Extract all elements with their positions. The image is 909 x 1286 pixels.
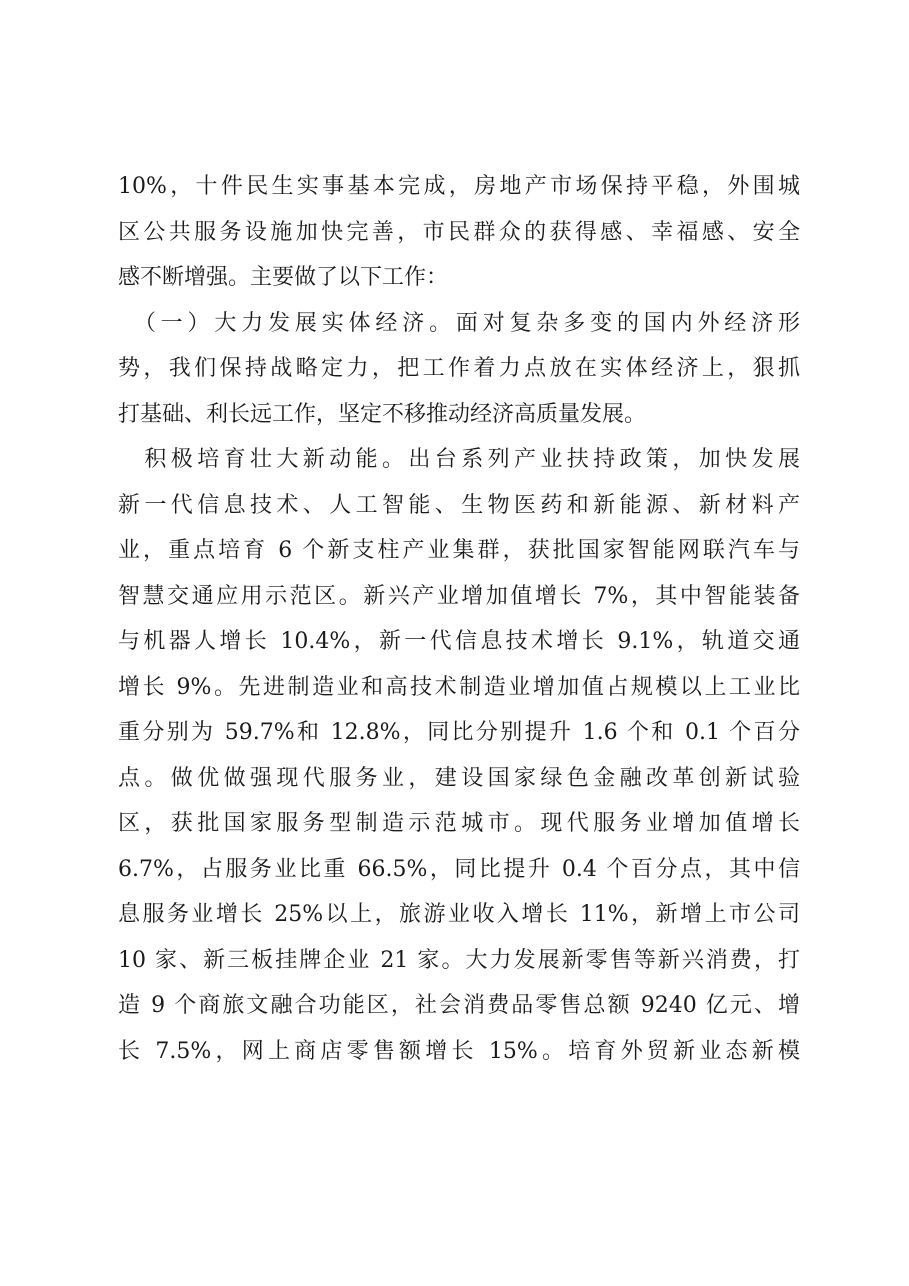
body-text	[118, 164, 800, 1074]
text-line: 息服务业增长 25%以上，旅游业收入增长 11%，新增上市公司	[118, 902, 800, 927]
text-line: 智慧交通应用示范区。新兴产业增加值增长 7%，其中智能装备	[118, 583, 800, 609]
text-line: 6.7%，占服务业比重 66.5%，同比提升 0.4 个百分点，其中信	[118, 856, 800, 882]
text-line: 打基础、利长远工作，坚定不移推动经济高质量发展。	[118, 401, 647, 427]
text-line: （一）大力发展实体经济。面对复杂多变的国内外经济形	[118, 310, 800, 336]
text-line: 业，重点培育 6 个新支柱产业集群，获批国家智能网联汽车与	[118, 538, 800, 563]
text-line: 增长 9%。先进制造业和高技术制造业增加值占规模以上工业比	[118, 674, 800, 700]
text-line: 势，我们保持战略定力，把工作着力点放在实体经济上，狠抓	[118, 356, 800, 381]
text-line: 区公共服务设施加快完善，市民群众的获得感、幸福感、安全	[118, 219, 800, 245]
text-line: 重分别为 59.7%和 12.8%，同比分别提升 1.6 个和 0.1 个百分	[118, 720, 800, 745]
text-line: 长 7.5%，网上商店零售额增长 15%。培育外贸新业态新模	[118, 1038, 800, 1064]
text-line: 点。做优做强现代服务业，建设国家绿色金融改革创新试验	[118, 765, 800, 791]
text-line: 10 家、新三板挂牌企业 21 家。大力发展新零售等新兴消费，打	[118, 947, 800, 973]
text-line: 区，获批国家服务型制造示范城市。现代服务业增加值增长	[118, 811, 800, 836]
text-line: 积极培育壮大新动能。出台系列产业扶持政策，加快发展	[118, 447, 800, 472]
text-line: 10%，十件民生实事基本完成，房地产市场保持平稳，外围城	[118, 174, 800, 199]
text-line: 感不断增强。主要做了以下工作：	[118, 265, 449, 290]
text-line: 新一代信息技术、人工智能、生物医药和新能源、新材料产	[118, 492, 800, 518]
text-line: 造 9 个商旅文融合功能区，社会消费品零售总额 9240 亿元、增	[118, 993, 800, 1018]
text-line: 与机器人增长 10.4%，新一代信息技术增长 9.1%，轨道交通	[118, 629, 800, 654]
